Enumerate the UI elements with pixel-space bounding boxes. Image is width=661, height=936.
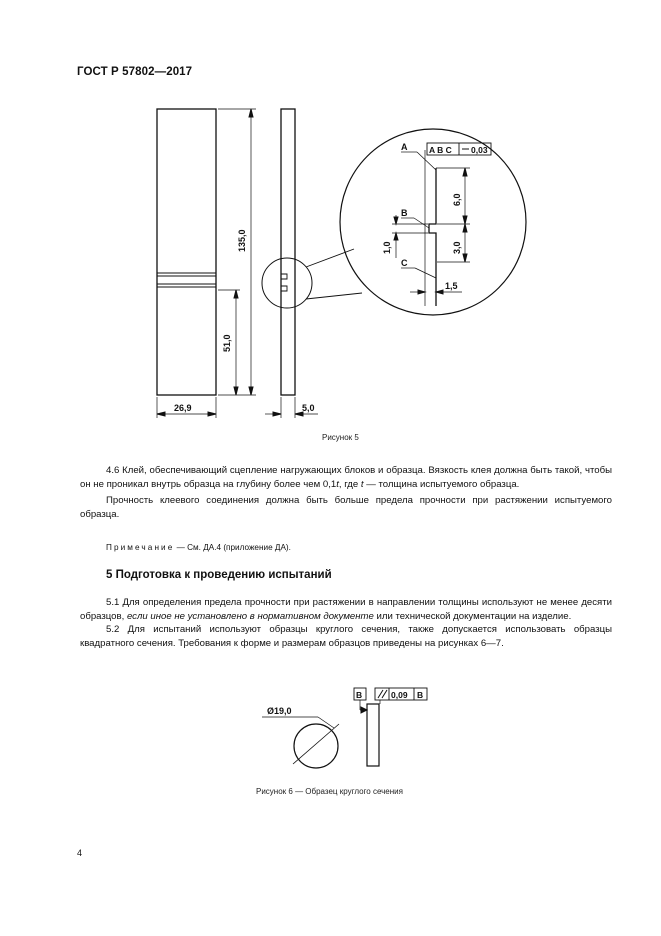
dim-lower: 51,0 xyxy=(222,334,232,352)
figure-5-drawing xyxy=(0,0,661,450)
tolerance-datum-fig6: B xyxy=(417,690,424,700)
dim-lower-step: 3,0 xyxy=(452,241,462,254)
datum-b-label: B xyxy=(356,690,363,700)
figure-6-caption: Рисунок 6 — Образец круглого сечения xyxy=(256,787,403,796)
figure-6-drawing xyxy=(0,680,661,790)
paragraph-5-2: 5.2 Для испытаний используют образцы круглого сечения, также допускается использовать образцы квадратного сечения. Требования к форме и размерам образцов приведены на рисунках 6—7. xyxy=(80,624,612,650)
section-4-6 xyxy=(80,464,612,522)
dim-neck: 1,5 xyxy=(445,281,458,291)
document-header: ГОСТ Р 57802—2017 xyxy=(77,66,193,78)
section-5-heading: 5 Подготовка к проведению испытаний xyxy=(106,569,332,581)
dim-length: 135,0 xyxy=(237,229,247,252)
label-a: A xyxy=(401,142,408,152)
tolerance-datums: A B C xyxy=(429,145,452,155)
label-c: C xyxy=(401,258,408,268)
label-b: B xyxy=(401,208,408,218)
dim-width: 26,9 xyxy=(174,403,192,413)
paragraph-5-1: 5.1 Для определения предела прочности при растяжении в направлении толщины используют не менее десяти образцов, если иное не установлено в нормативном документе или технической документации на изделие. xyxy=(80,597,612,622)
figure-5-caption: Рисунок 5 xyxy=(322,433,359,442)
dim-thickness: 5,0 xyxy=(302,403,315,413)
paragraph-4-6: 4.6 Клей, обеспечивающий сцепление нагружающих блоков и образца. Вязкость клея должна быть такой, чтобы он не проникал внутрь образца на глубину более чем 0,1t, где t — толщина испытуемого образца. xyxy=(80,465,612,490)
tolerance-value-fig6: 0,09 xyxy=(391,690,408,700)
page-number: 4 xyxy=(77,848,83,858)
diameter-label: Ø19,0 xyxy=(267,706,292,716)
note: Примечание — См. ДА.4 (приложение ДА). xyxy=(106,543,291,552)
section-5-body xyxy=(80,596,612,651)
tolerance-value: 0,03 xyxy=(471,145,488,155)
dim-notch: 1,0 xyxy=(382,241,392,254)
dim-upper-step: 6,0 xyxy=(452,193,462,206)
paragraph-adhesive-strength: Прочность клеевого соединения должна быть больше предела прочности при растяжении испытуемого образца. xyxy=(80,495,612,521)
